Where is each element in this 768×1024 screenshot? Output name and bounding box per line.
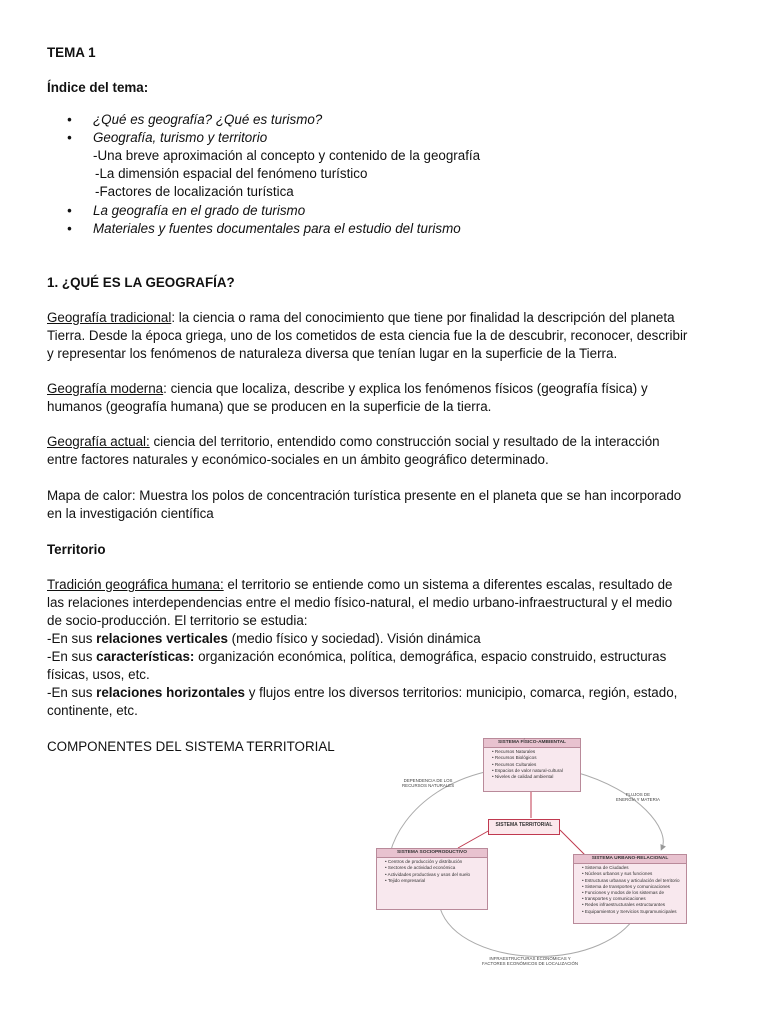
box-header: SISTEMA URBANO-RELACIONAL xyxy=(574,855,686,864)
box-item: • Recursos Naturales xyxy=(492,749,580,755)
paragraph-line: Geografía tradicional: la ciencia o rama del conocimiento que tiene por finalidad la descripción del planeta xyxy=(47,310,675,325)
box-item: • Niveles de calidad ambiental xyxy=(492,774,580,780)
paragraph-line: -En sus características: organización económica, política, demográfica, espacio construido, estructuras xyxy=(47,649,667,664)
index-subitem: -Factores de localización turística xyxy=(95,184,294,199)
box-item: • Tejido empresarial xyxy=(385,878,487,884)
paragraph-line: en la investigación científica xyxy=(47,506,214,521)
indice-title: Índice del tema: xyxy=(47,80,149,95)
index-subitem: -Una breve aproximación al concepto y contenido de la geografía xyxy=(93,148,481,163)
box-item: • Estructuras urbanas y articulación del territorio xyxy=(582,878,686,884)
index-item: • ¿Qué es geografía? ¿Qué es turismo? xyxy=(67,112,323,127)
box-item: • Funciones y modos de los sistemas de xyxy=(582,890,686,896)
box-item: • Sectores de actividad económica xyxy=(385,865,487,871)
index-item: • Geografía, turismo y territorio xyxy=(67,130,268,145)
paragraph-line: -En sus relaciones verticales (medio físico y sociedad). Visión dinámica xyxy=(47,631,481,646)
box-item: • Redes infraestructurales estructurantes xyxy=(582,902,686,908)
box-item: • Sistema de transportes y comunicaciones xyxy=(582,884,686,890)
subsection-title: Territorio xyxy=(47,542,106,557)
bullet-icon: • xyxy=(67,221,72,236)
box-item: • Recursos Biológicos xyxy=(492,755,580,761)
diagram-title: COMPONENTES DEL SISTEMA TERRITORIAL xyxy=(47,739,335,754)
box-item: • Sistema de Ciudades xyxy=(582,865,686,871)
term-label: Geografía actual: xyxy=(47,434,150,449)
box-item: • Actividades productivas y usos del suelo xyxy=(385,872,487,878)
index-item: • La geografía en el grado de turismo xyxy=(67,203,306,218)
label-flujos: FLUJOS DE ENERGÍA Y MATERIA xyxy=(616,792,660,803)
section-title: 1. ¿QUÉ ES LA GEOGRAFÍA? xyxy=(47,275,235,290)
box-sistema-territorial: SISTEMA TERRITORIAL xyxy=(488,819,560,835)
box-item: • Equipamientos y Servicios Supramunicipales xyxy=(582,909,686,915)
tema-title: TEMA 1 xyxy=(47,45,96,60)
territorial-system-diagram xyxy=(370,730,692,976)
index-item: • Materiales y fuentes documentales para el estudio del turismo xyxy=(67,221,461,236)
link-right xyxy=(560,830,585,855)
box-item: • Centros de producción y distribución xyxy=(385,859,487,865)
paragraph-line: humanos (geografía humana) que se producen en la superficie de la tierra. xyxy=(47,399,492,414)
label-infraestructuras: INFRAESTRUCTURAS ECONÓMICAS Y FACTORES ECONÓMICOS DE LOCALIZACIÓN xyxy=(482,956,579,967)
bullet-icon: • xyxy=(67,203,72,218)
paragraph-line: Mapa de calor: Muestra los polos de concentración turística presente en el planeta que se han incorporado xyxy=(47,488,682,503)
box-header: SISTEMA SOCIOPRODUCTIVO xyxy=(377,849,487,858)
label-dependencia: DEPENDENCIA DE LOS RECURSOS NATURALES xyxy=(402,778,455,789)
paragraph-line: -En sus relaciones horizontales y flujos entre los diversos territorios: municipio, comarca, región, estado, xyxy=(47,685,678,700)
bullet-icon: • xyxy=(67,112,72,127)
box-item: • Núcleos urbanos y sus funciones xyxy=(582,871,686,877)
arrow-right xyxy=(575,772,663,848)
box-item: • transportes y comunicaciones xyxy=(582,896,686,902)
term-label: Geografía moderna xyxy=(47,381,164,396)
term-label: Tradición geográfica humana: xyxy=(47,577,224,592)
paragraph-line: continente, etc. xyxy=(47,703,138,718)
paragraph-line: físicas, usos, etc. xyxy=(47,667,150,682)
box-socioproductivo xyxy=(376,848,488,910)
paragraph-line: las relaciones interdependencias entre el medio físico-natural, el medio urbano-infraestructural y el medio xyxy=(47,595,673,610)
paragraph-line: Tradición geográfica humana: el territorio se entiende como un sistema a diferentes escalas, resultado de xyxy=(47,577,673,592)
index-subitem: -La dimensión espacial del fenómeno turístico xyxy=(95,166,368,181)
paragraph-line: Geografía moderna: ciencia que localiza, describe y explica los fenómenos físicos (geografía física) y xyxy=(47,381,648,396)
paragraph-line: Tierra. Desde la época griega, uno de los cometidos de esta ciencia fue la de descubrir, reconocer, describir xyxy=(47,328,688,343)
bullet-icon: • xyxy=(67,130,72,145)
box-header: SISTEMA FÍSICO-AMBIENTAL xyxy=(484,739,580,748)
paragraph-line: de socio-producción. El territorio se estudia: xyxy=(47,613,308,628)
link-left xyxy=(458,830,490,848)
paragraph-line: Geografía actual: ciencia del territorio, entendido como construcción social y resultado de la interacción xyxy=(47,434,660,449)
box-item: • Espacios de valor natural-cultural xyxy=(492,768,580,774)
box-item: • Recursos Culturales xyxy=(492,762,580,768)
paragraph-line: entre factores naturales y económico-sociales en un ámbito geográfico determinado. xyxy=(47,452,549,467)
term-label: Geografía tradicional xyxy=(47,310,172,325)
paragraph-line: y representar los fenómenos de naturaleza diversa que tenían lugar en la superficie de la Tierra. xyxy=(47,346,618,361)
box-urbano-relacional xyxy=(573,854,687,924)
box-fisico-ambiental xyxy=(483,738,581,792)
